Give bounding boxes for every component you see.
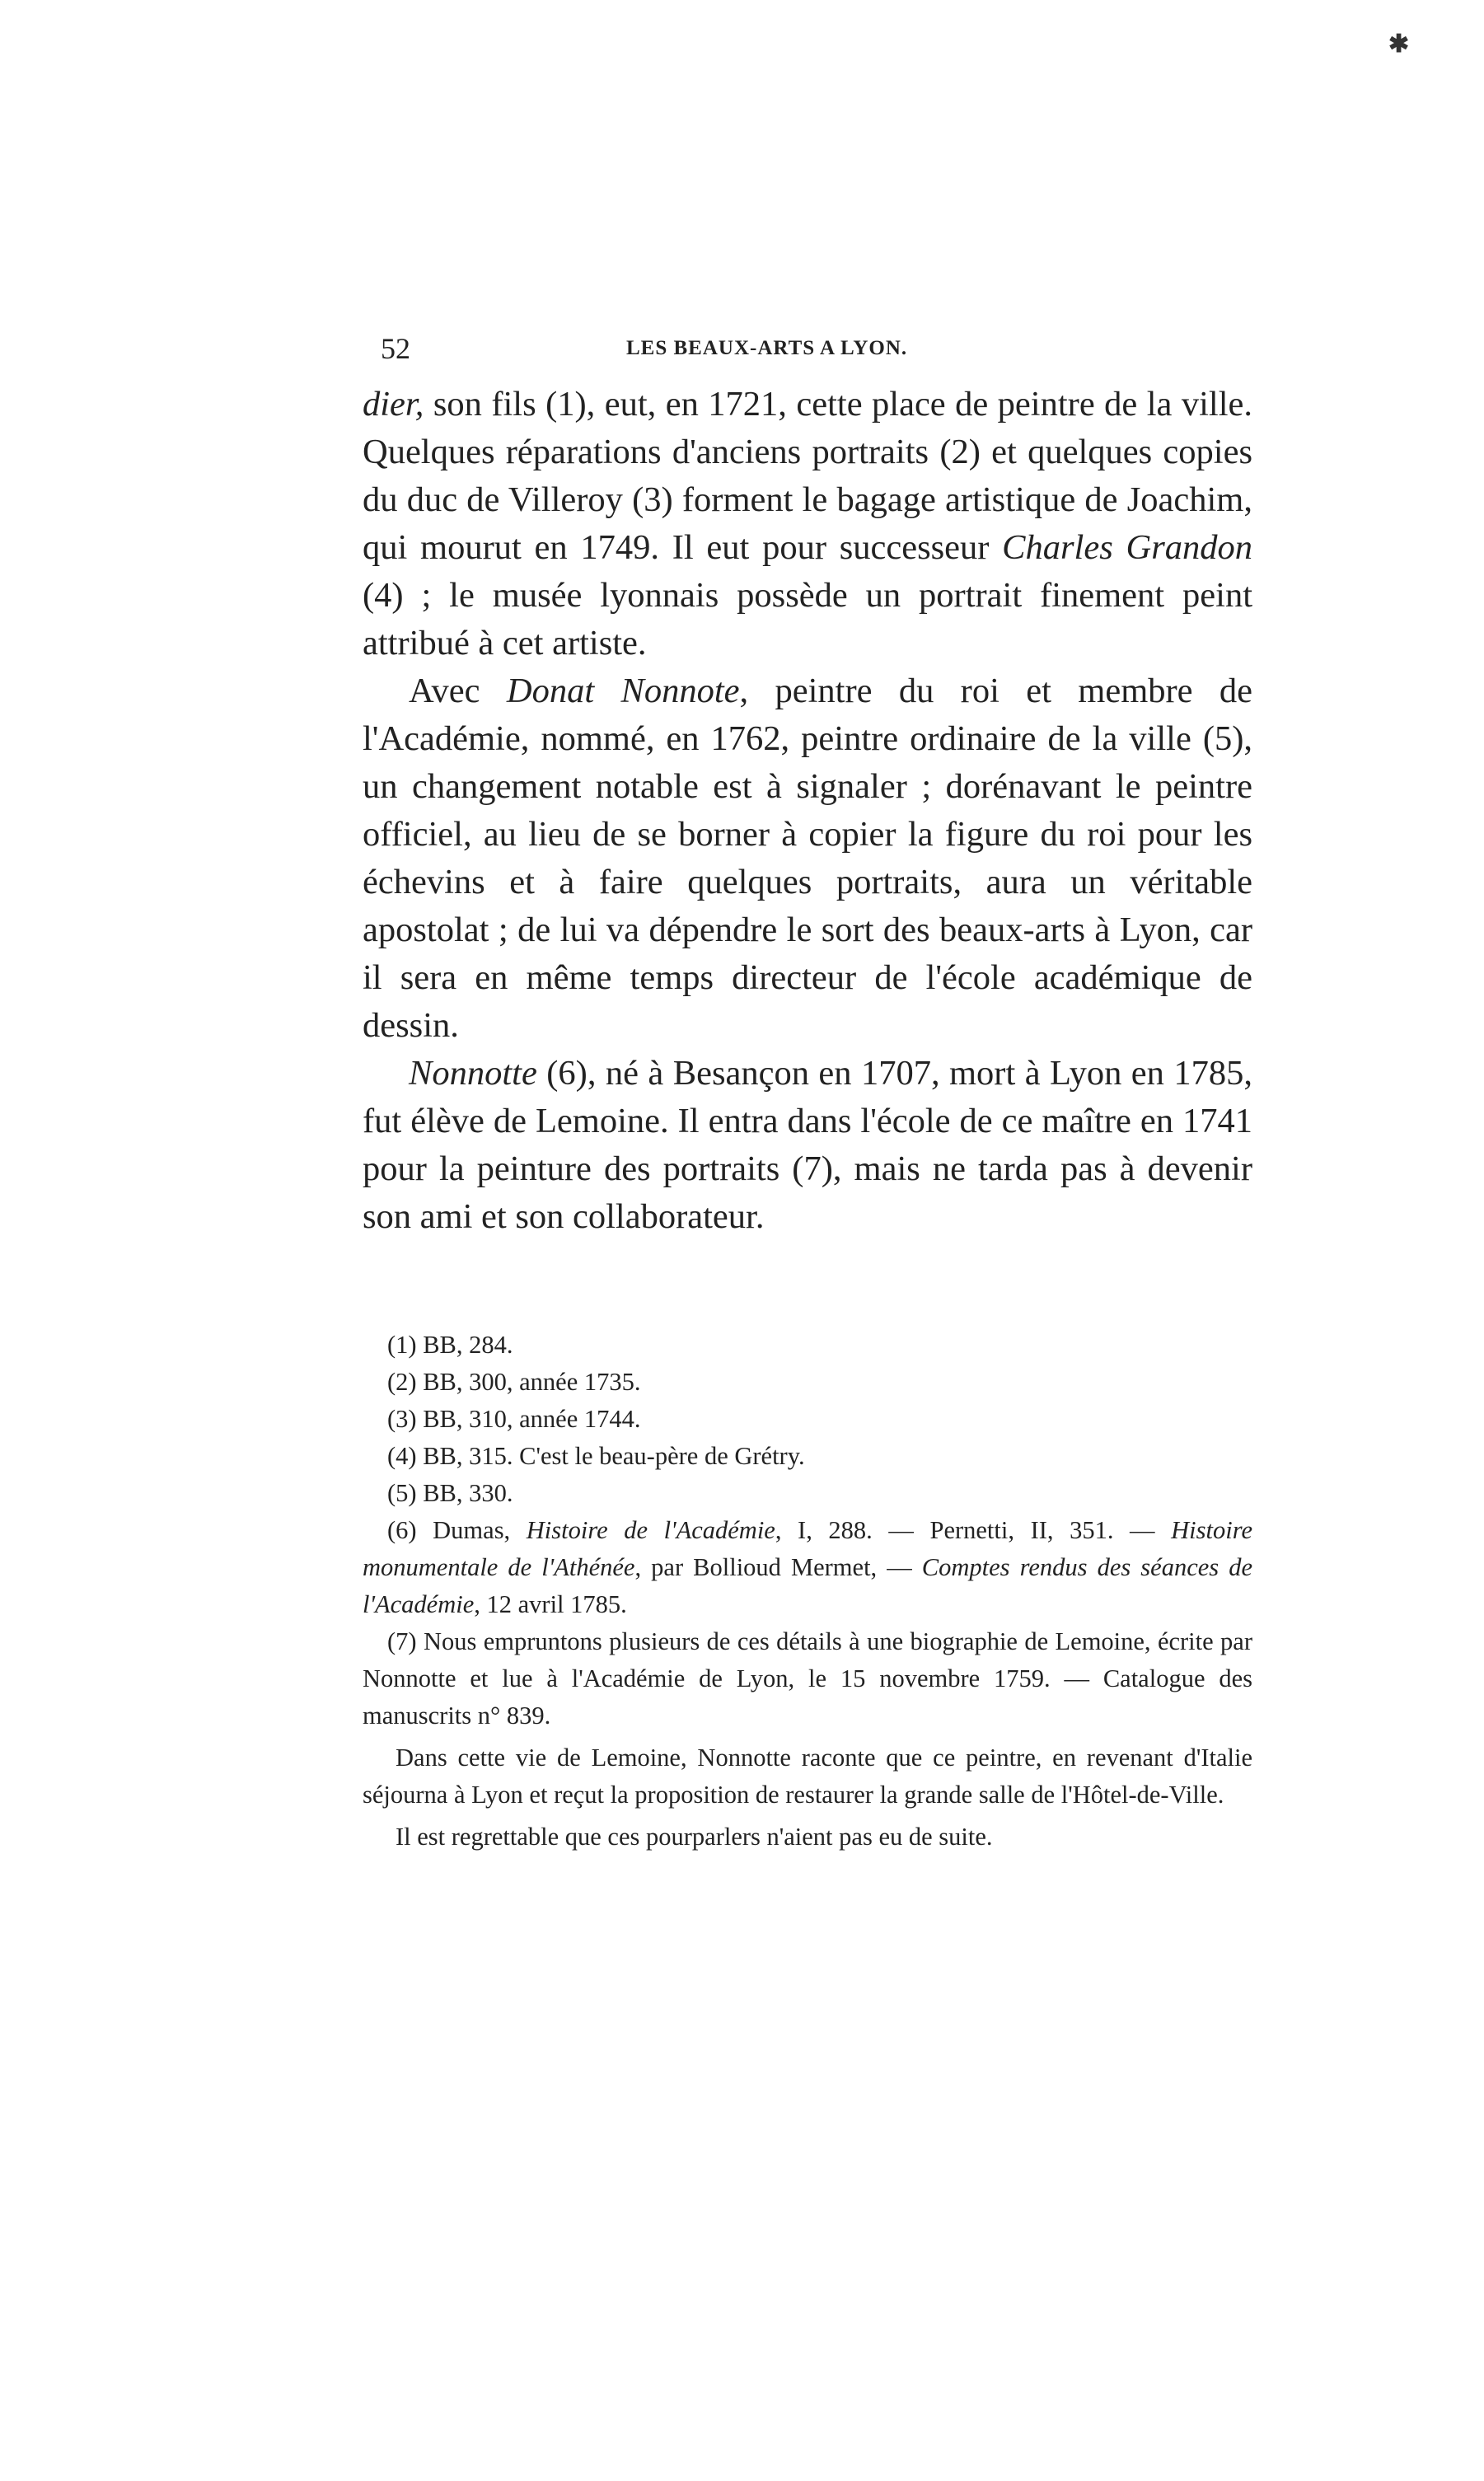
page-mark: ✱	[1388, 30, 1410, 58]
person-name: Charles Grandon	[1002, 528, 1252, 567]
italic-fragment: dier,	[363, 385, 424, 424]
page-header	[363, 328, 1285, 369]
footnote-text: , par Bollioud Mermet, —	[634, 1553, 922, 1581]
person-name: Donat Nonnote	[506, 672, 740, 710]
paragraph-1	[363, 381, 1252, 667]
page-number: 52	[381, 332, 410, 365]
footnotes	[363, 1327, 1252, 1856]
footnote-7-closing: Il est regrettable que ces pourparlers n'aient pas eu de suite.	[396, 1823, 993, 1851]
body-text	[363, 381, 1252, 1241]
work-title: Comptes rendus des séances de l'Académie	[363, 1553, 1252, 1618]
work-title: Histoire de l'Académie	[526, 1516, 775, 1544]
footnote-5: (5) BB, 330.	[387, 1479, 513, 1507]
paragraph-text: , peintre du roi et membre de l'Académie, nommé, en 1762, peintre ordinaire de la ville (5), un changement notable est à signaler ; dorénavant le peintre officiel, au lieu de se borner à copier la figure du roi pour les échevins et à faire quelques portraits, aura un véritable apostolat ; de lui va dépendre le sort des beaux-arts à Lyon, car il sera en même temps directeur de l'école académique de dessin.	[363, 672, 1252, 1045]
person-name: Nonnotte	[409, 1054, 537, 1093]
work-title: Histoire monumentale de l'Athénée	[363, 1516, 1252, 1581]
paragraph-text: (6), né à Besançon en 1707, mort à Lyon en 1785, fut élève de Lemoine. Il entra dans l'école de ce maître en 1741 pour la peinture des portraits (7), mais ne tarda pas à devenir son ami et son collaborateur.	[363, 1054, 1252, 1236]
paragraph-text: Avec	[409, 672, 507, 710]
footnote-text: , I, 288. — Pernetti, II, 351. —	[775, 1516, 1172, 1544]
paragraph-3	[363, 1050, 1252, 1241]
footnote-4: (4) BB, 315. C'est le beau-père de Grétry.	[387, 1442, 805, 1470]
paragraph-text: (4) ; le musée lyonnais possède un portrait finement peint attribué à cet artiste.	[363, 576, 1252, 662]
paragraph-2	[363, 667, 1252, 1050]
footnote-2: (2) BB, 300, année 1735.	[387, 1368, 641, 1396]
footnote-6	[363, 1512, 1252, 1623]
footnote-text: (6) Dumas,	[387, 1516, 527, 1544]
footnote-text: , 12 avril 1785.	[474, 1590, 627, 1618]
footnote-7-continuation: Dans cette vie de Lemoine, Nonnotte raconte que ce peintre, en revenant d'Italie séjourna à Lyon et reçut la proposition de restaurer la grande salle de l'Hôtel-de-Ville.	[363, 1744, 1252, 1809]
footnote-3: (3) BB, 310, année 1744.	[387, 1405, 641, 1433]
running-title: LES BEAUX-ARTS A LYON.	[626, 337, 908, 359]
footnote-1: (1) BB, 284.	[387, 1331, 513, 1359]
footnote-7: (7) Nous empruntons plusieurs de ces détails à une biographie de Lemoine, écrite par Nonnotte et lue à l'Académie de Lyon, le 15 novembre 1759. — Catalogue des manuscrits n° 839.	[363, 1627, 1252, 1730]
paragraph-text: son fils (1), eut, en 1721, cette place de peintre de la ville. Quelques réparations d'anciens portraits (2) et quelques copies du duc de Villeroy (3) forment le bagage artistique de Joachim, qui mourut en 1749. Il eut pour successeur	[363, 385, 1252, 567]
